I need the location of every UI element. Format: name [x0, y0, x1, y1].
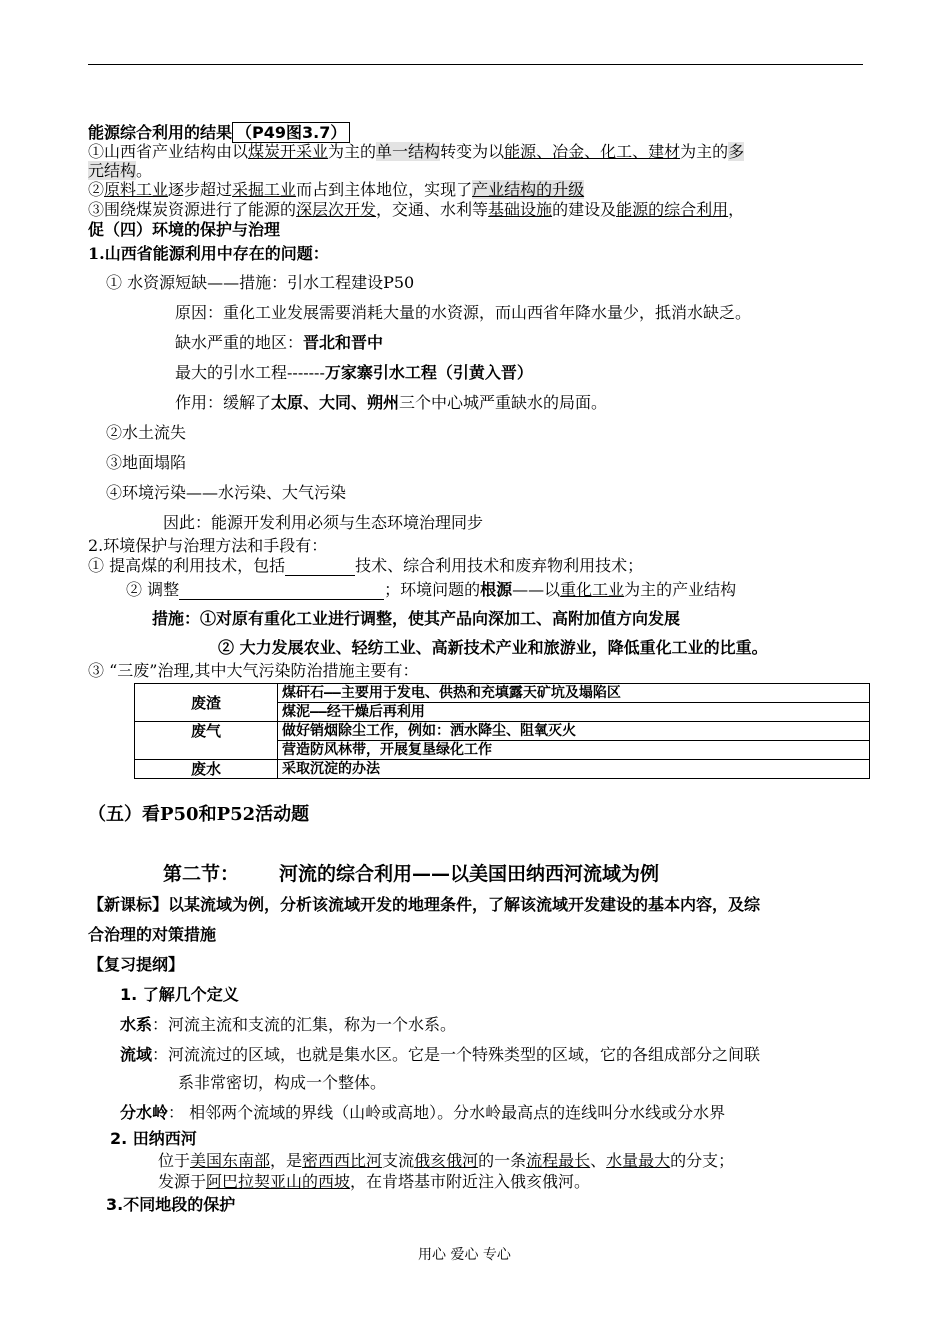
category-cell: 废气 — [135, 722, 278, 760]
water-system-definition: 水系：河流主流和支流的汇集，称为一个水系。 — [120, 1015, 457, 1034]
measure-cell: 采取沉淀的办法 — [278, 760, 870, 779]
table-row — [135, 684, 870, 703]
result-line-2: 元结构。 — [88, 161, 153, 180]
tennessee-source: 发源于阿巴拉契亚山的西坡，在肯塔基市附近注入俄亥俄河。 — [158, 1172, 591, 1191]
new-standard-line-1: 【新课标】以某流域为例，分析该流域开发的地理条件，了解该流域开发建设的基本内容，及综 — [88, 895, 761, 914]
activity-heading: （五）看P50和P52活动题 — [88, 804, 310, 825]
water-shortage-region: 缺水严重的地区：晋北和晋中 — [175, 333, 384, 352]
problems-heading: 1.山西省能源利用中存在的问题： — [88, 244, 329, 263]
water-shortage-cause: 原因：重化工业发展需要消耗大量的水资源，而山西省年降水量少，抵消水缺乏。 — [175, 303, 752, 322]
table-row — [135, 722, 870, 741]
energy-result-heading: 能源综合利用的结果 （P49图3.7） — [88, 123, 350, 143]
water-shortage-item: ① 水资源短缺——措施：引水工程建设P50 — [106, 273, 415, 292]
page-footer: 用心 爱心 专心 — [418, 1247, 511, 1263]
watershed-definition: 分水岭： 相邻两个流域的界线（山岭或高地）。分水岭最高点的连线叫分水线或分水界 — [120, 1103, 726, 1122]
three-wastes-table — [134, 683, 870, 779]
result-line-4: ③围绕煤炭资源进行了能源的深层次开发，交通、水利等基础设施的建设及能源的综合利用， — [88, 200, 745, 219]
measure-cell: 营造防风林带，开展复垦绿化工作 — [278, 741, 870, 760]
basin-definition-cont: 系非常密切，构成一个整体。 — [178, 1073, 387, 1092]
header-rule — [88, 64, 863, 65]
protection-heading: 2.环境保护与治理方法和手段有： — [88, 536, 328, 555]
result-line-1: ①山西省产业结构由以煤炭开采业为主的单一结构转变为以能源、冶金、化工、建材为主的多 — [88, 142, 745, 161]
result-line-3: ②原料工业逐步超过采掘工业而占到主体地位，实现了产业结构的升级 — [88, 180, 585, 199]
coal-technology-line: ① 提高煤的利用技术，包括 技术、综合利用技术和废弃物利用技术； — [88, 556, 644, 575]
category-cell: 废渣 — [135, 684, 278, 722]
pollution-item: ④环境污染——水污染、大气污染 — [106, 483, 347, 502]
measure-cell: 煤矸石——主要用于发电、供热和充填露天矿坑及塌陷区 — [278, 684, 870, 703]
measure-line-2: ② 大力发展农业、轻纺工业、高新技术产业和旅游业，降低重化工业的比重。 — [218, 638, 768, 657]
category-cell: 废水 — [135, 760, 278, 779]
tennessee-location: 位于美国东南部，是密西西比河支流俄亥俄河的一条流程最长、水量最大的分支； — [158, 1151, 735, 1170]
protection-sections-heading: 3.不同地段的保护 — [106, 1195, 236, 1214]
definitions-heading: 1. 了解几个定义 — [120, 985, 239, 1004]
section-title: 第二节： 河流的综合利用——以美国田纳西河流域为例 — [163, 863, 660, 885]
measure-cell: 煤泥——经干燥后再利用 — [278, 703, 870, 722]
three-wastes-line: ③ “三废”治理,其中大气污染防治措施主要有： — [88, 661, 419, 680]
ground-collapse-item: ③地面塌陷 — [106, 453, 187, 472]
measure-cell: 做好销烟除尘工作，例如：洒水降尘、阻氧灭火 — [278, 722, 870, 741]
section-four-heading: 促（四）环境的保护与治理 — [88, 220, 281, 239]
largest-water-project: 最大的引水工程-------万家寨引水工程（引黄入晋） — [175, 363, 533, 382]
conclusion-line: 因此：能源开发利用必须与生态环境治理同步 — [163, 513, 484, 532]
table-row — [135, 760, 870, 779]
tennessee-heading: 2. 田纳西河 — [110, 1129, 197, 1148]
water-project-effect: 作用：缓解了太原、大同、朔州三个中心城严重缺水的局面。 — [175, 393, 608, 412]
soil-erosion-item: ②水土流失 — [106, 423, 187, 442]
adjust-structure-line: ② 调整 ；环境问题的根源——以重化工业为主的产业结构 — [126, 580, 737, 599]
measure-line-1: 措施：①对原有重化工业进行调整，使其产品向深加工、高附加值方向发展 — [152, 609, 681, 628]
new-standard-line-2: 合治理的对策措施 — [88, 925, 217, 944]
basin-definition: 流域：河流流过的区域，也就是集水区。它是一个特殊类型的区域，它的各组成部分之间联 — [120, 1045, 761, 1064]
figure-reference: （P49图3.7） — [232, 122, 350, 143]
review-outline-heading: 【复习提纲】 — [88, 955, 185, 974]
